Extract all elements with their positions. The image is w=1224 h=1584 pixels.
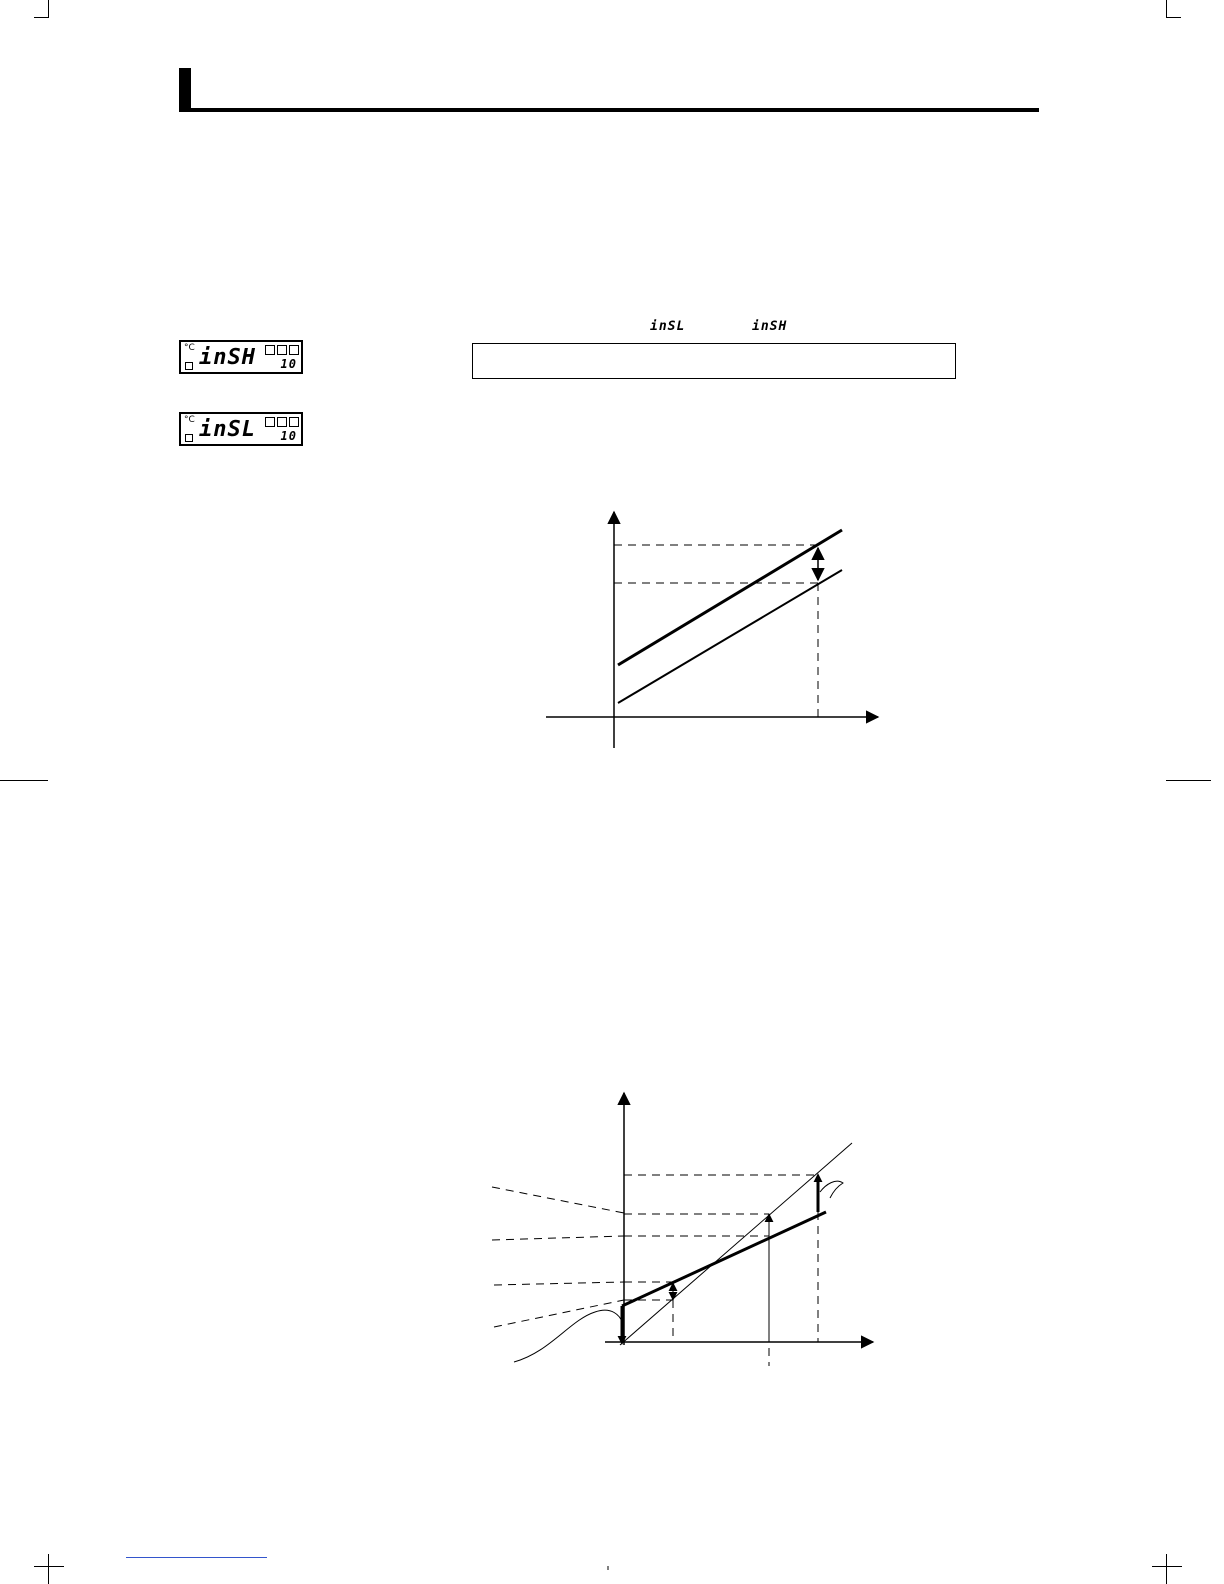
diagram2-leader-3 bbox=[494, 1282, 624, 1285]
diagram1-base-line bbox=[618, 570, 842, 703]
diagram2-leader-4 bbox=[494, 1300, 624, 1327]
diagram1-shifted-line bbox=[618, 530, 842, 665]
range-label-low: inSL bbox=[650, 319, 686, 334]
diagram2-leader-2 bbox=[492, 1236, 624, 1240]
parameter-code: inSL bbox=[199, 417, 256, 442]
diagram-upper-shift bbox=[546, 512, 878, 748]
range-label-high: inSH bbox=[752, 319, 788, 334]
unit-label: °C bbox=[184, 343, 195, 353]
diagram2-corrected-line bbox=[622, 1212, 826, 1306]
footer-link-underline bbox=[126, 1557, 267, 1558]
diagram2-leader-curve bbox=[514, 1310, 622, 1362]
diagram2-leader-1 bbox=[492, 1187, 624, 1213]
parameter-code: inSH bbox=[199, 345, 256, 370]
channel-number: 10 bbox=[280, 429, 297, 443]
diagram-two-point-correction bbox=[492, 1093, 873, 1366]
diagram2-small-hook bbox=[820, 1181, 843, 1198]
unit-label: °C bbox=[184, 415, 195, 425]
diagram2-reference-line bbox=[620, 1143, 852, 1345]
channel-number: 10 bbox=[280, 357, 297, 371]
